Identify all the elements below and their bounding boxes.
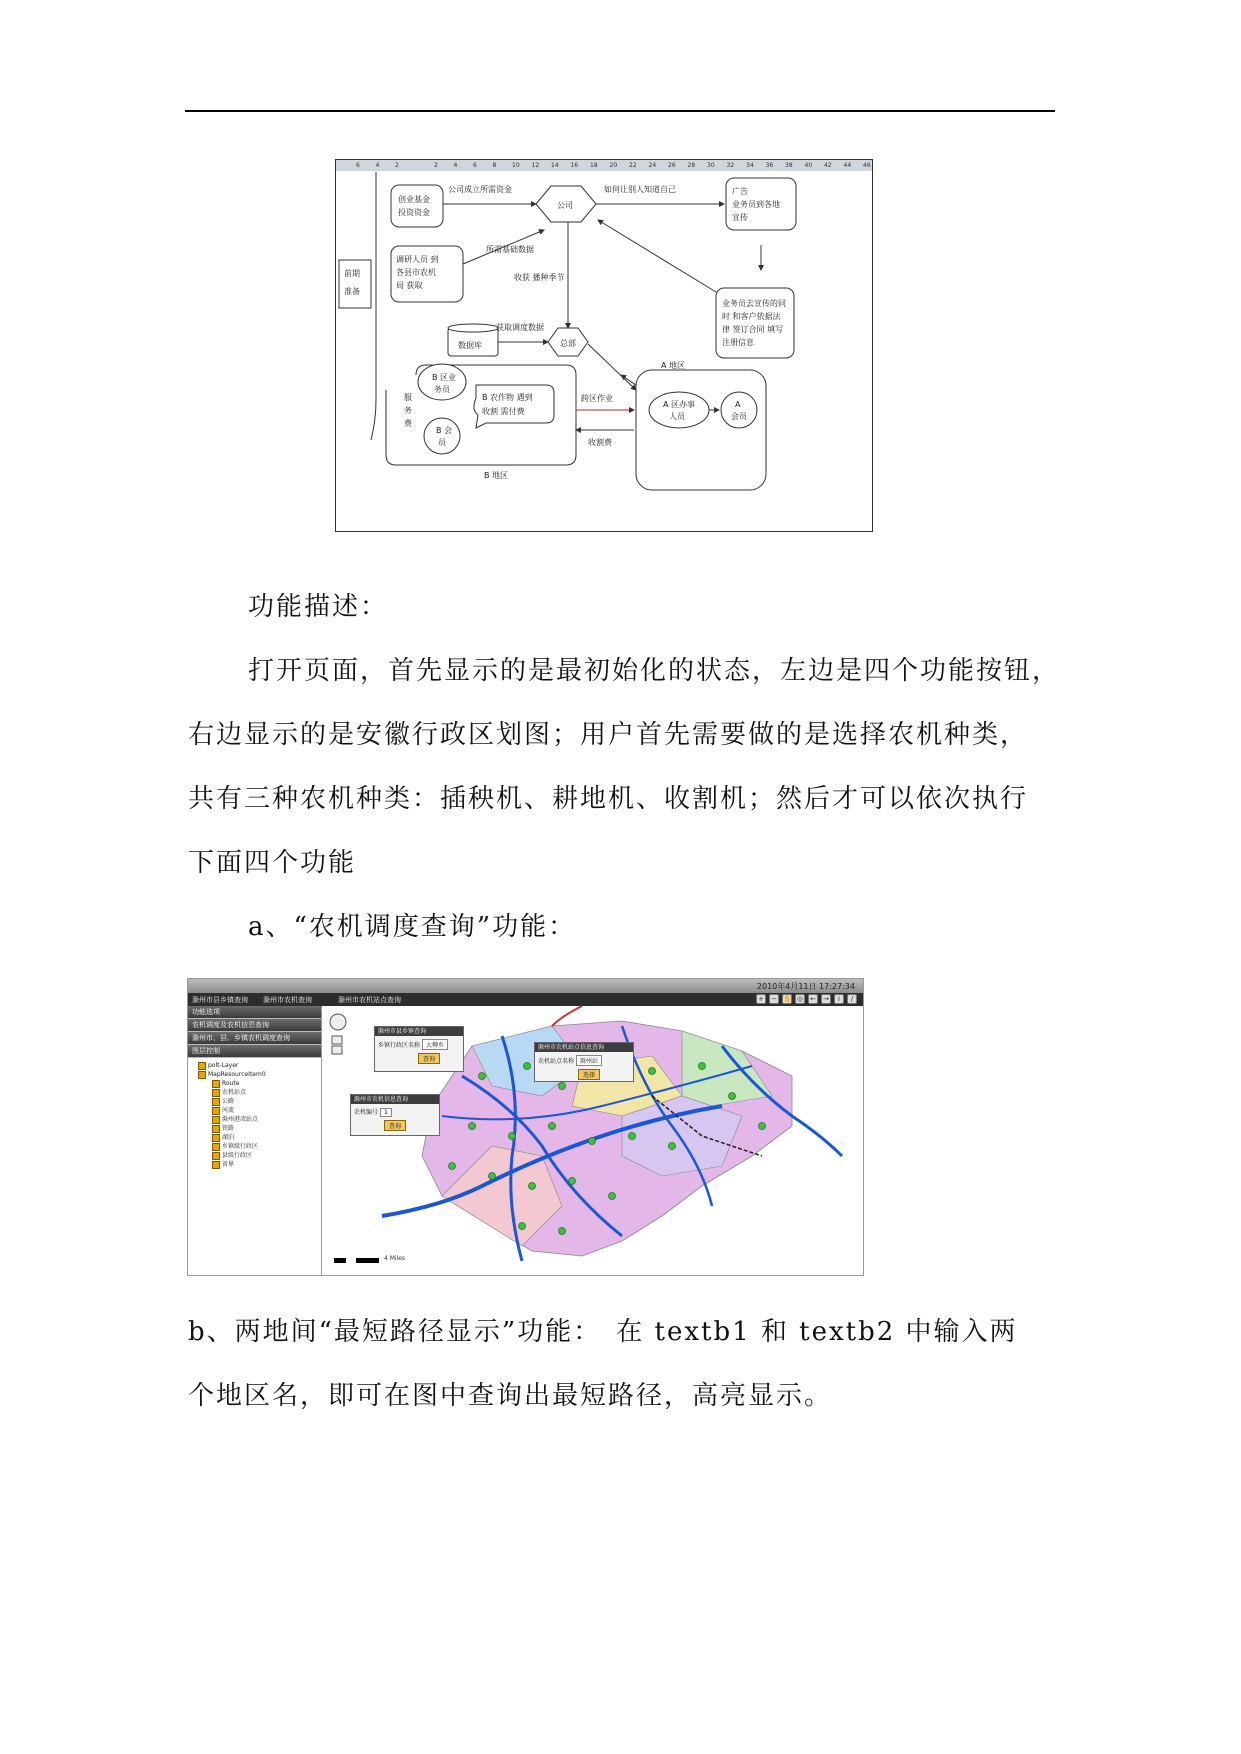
machine-select[interactable]: 1 bbox=[380, 1108, 392, 1117]
checkbox-icon bbox=[212, 1143, 220, 1151]
ruler-tick: 2 bbox=[395, 162, 399, 169]
edge-ad-label: 如何让别人知道自己 bbox=[604, 185, 676, 194]
svg-text:务: 务 bbox=[404, 406, 412, 415]
svg-text:调研人员 到: 调研人员 到 bbox=[396, 255, 439, 264]
layer-item[interactable]: polt-Layer bbox=[192, 1061, 317, 1070]
left-label-box bbox=[339, 260, 371, 308]
ruler-tick: 26 bbox=[668, 162, 676, 169]
ruler-tick: 4 bbox=[453, 162, 458, 169]
ruler-tick: 22 bbox=[629, 162, 637, 169]
section-heading: 功能描述： bbox=[248, 592, 389, 622]
region-a-label: A 地区 bbox=[661, 361, 686, 370]
pan-control bbox=[330, 1014, 346, 1054]
station-select[interactable]: 滁州站 bbox=[576, 1055, 602, 1066]
layer-item[interactable]: 河流 bbox=[192, 1106, 317, 1115]
checkbox-icon bbox=[198, 1071, 206, 1079]
header-rule bbox=[185, 110, 1055, 112]
pan-icon[interactable]: ✋ bbox=[783, 995, 792, 1003]
svg-text:广告: 广告 bbox=[732, 187, 748, 196]
checkbox-icon bbox=[212, 1080, 220, 1088]
gis-screenshot bbox=[187, 978, 864, 1276]
node-company-text: 公司 bbox=[557, 201, 573, 210]
checkbox-icon bbox=[198, 1062, 206, 1070]
checkbox-icon bbox=[212, 1116, 220, 1124]
ruler-tick: 2 bbox=[434, 162, 438, 169]
svg-text:收割 需付费: 收割 需付费 bbox=[482, 407, 525, 416]
ruler-tick: 20 bbox=[609, 162, 618, 169]
ruler-tick: 8 bbox=[492, 162, 497, 169]
svg-text:业务员到各地: 业务员到各地 bbox=[732, 200, 780, 209]
edge-harvest-label: 收获 播种季节 bbox=[514, 273, 565, 282]
node-fund-text2: 投资资金 bbox=[398, 208, 430, 217]
query-panel-station: 滁州市农机站点信息查询 农机站点名称 滁州站 选择 bbox=[534, 1042, 634, 1082]
node-fund-text1: 创业基金 bbox=[398, 195, 430, 204]
layer-item[interactable]: Route bbox=[192, 1079, 317, 1088]
left-bracket bbox=[371, 172, 376, 440]
edge-area-work-label: 跨区作业 bbox=[581, 394, 613, 403]
svg-text:总部: 总部 bbox=[560, 339, 576, 348]
svg-text:宣传: 宣传 bbox=[732, 213, 748, 222]
gis-left-panel bbox=[188, 1006, 322, 1275]
left-panel-header[interactable]: 农机调度及农机信息查询 bbox=[188, 1019, 321, 1032]
region-a bbox=[636, 370, 766, 490]
checkbox-icon bbox=[212, 1107, 220, 1115]
checkbox-icon bbox=[212, 1098, 220, 1106]
identify-icon[interactable]: i bbox=[834, 994, 844, 1004]
node-a-staff bbox=[649, 392, 709, 428]
svg-text:A: A bbox=[735, 400, 741, 409]
ruler-tick: 14 bbox=[551, 162, 559, 169]
ruler-tick: 44 bbox=[843, 162, 852, 169]
town-select[interactable]: 大柳乡 bbox=[422, 1039, 448, 1050]
query-button[interactable]: 查询 bbox=[418, 1053, 440, 1064]
paragraph-line: 下面四个功能 bbox=[188, 848, 357, 878]
ruler-tick: 10 bbox=[512, 162, 520, 169]
query-button[interactable]: 查询 bbox=[384, 1120, 406, 1131]
checkbox-icon bbox=[212, 1134, 220, 1142]
svg-text:注册信息: 注册信息 bbox=[722, 338, 754, 347]
ruler-tick: 12 bbox=[531, 162, 540, 169]
panel-title: 滁州市农机站点信息查询 bbox=[535, 1043, 633, 1052]
svg-text:务员: 务员 bbox=[434, 385, 450, 394]
left-panel-header[interactable]: 滁州市、县、乡镇农机调度查询 bbox=[188, 1032, 321, 1045]
left-panel-header[interactable]: 图层控制 bbox=[188, 1045, 321, 1058]
gis-topbar bbox=[188, 979, 863, 993]
layer-item[interactable]: 铁路 bbox=[192, 1124, 317, 1133]
ruler-tick: 6 bbox=[356, 162, 360, 169]
full-extent-icon[interactable]: ◎ bbox=[796, 995, 804, 1003]
edge-fee-label: 收割费 bbox=[588, 438, 612, 447]
ruler-tick: 30 bbox=[707, 162, 715, 169]
left-panel-header[interactable]: 功能选项 bbox=[188, 1006, 321, 1019]
gis-map[interactable] bbox=[322, 1006, 863, 1275]
layer-item[interactable]: 乡镇级行政区 bbox=[192, 1142, 317, 1151]
svg-text:服: 服 bbox=[404, 393, 412, 402]
zoom-in-icon[interactable]: + bbox=[756, 994, 766, 1004]
query-panel-town: 滁州市县乡镇查询 乡镇行政区名称 大柳乡 查询 bbox=[374, 1026, 464, 1072]
svg-text:会员: 会员 bbox=[731, 412, 747, 421]
select-button[interactable]: 选择 bbox=[578, 1069, 600, 1080]
svg-text:律 签订合同 填写: 律 签订合同 填写 bbox=[722, 325, 784, 334]
paragraph-line: 右边显示的是安徽行政区划图；用户首先需要做的是选择农机种类， bbox=[188, 720, 1029, 750]
item-b-line: 个地区名，即可在图中查询出最短路径，高亮显示。 bbox=[188, 1381, 833, 1411]
ruler-tick: 42 bbox=[824, 162, 832, 169]
gis-tab[interactable]: 滁州市县乡镇查询 bbox=[192, 996, 248, 1004]
checkbox-icon bbox=[212, 1125, 220, 1133]
panel-title: 滁州市县乡镇查询 bbox=[375, 1027, 463, 1036]
left-label-2: 准备 bbox=[344, 287, 360, 296]
flowchart-canvas bbox=[336, 160, 872, 531]
svg-text:数据库: 数据库 bbox=[458, 341, 482, 350]
layer-tree bbox=[188, 1058, 321, 1172]
checkbox-icon bbox=[212, 1152, 220, 1160]
svg-text:各县市农机: 各县市农机 bbox=[396, 268, 436, 277]
node-b-member bbox=[424, 418, 460, 454]
ruler-tick: 6 bbox=[473, 162, 477, 169]
layer-item[interactable]: 省界 bbox=[192, 1160, 317, 1169]
region-b-label: B 地区 bbox=[484, 471, 509, 480]
checkbox-icon bbox=[212, 1089, 220, 1097]
zoom-out-icon[interactable]: − bbox=[769, 994, 779, 1004]
paragraph-line: 共有三种农机种类：插秧机、耕地机、收割机；然后才可以依次执行 bbox=[188, 784, 1029, 814]
back-icon[interactable]: ← bbox=[808, 994, 818, 1004]
left-label-1: 前期 bbox=[344, 269, 360, 278]
measure-icon[interactable]: / bbox=[847, 994, 857, 1004]
gis-tab[interactable]: 滁州市农机查询 bbox=[263, 996, 312, 1004]
edge-fund-label: 公司成立所需资金 bbox=[448, 185, 512, 194]
layer-item[interactable]: 农机站点 bbox=[192, 1088, 317, 1097]
svg-text:业务员去宣传的同: 业务员去宣传的同 bbox=[722, 299, 786, 308]
item-b-line: b、两地间“最短路径显示”功能： 在 textb1 和 textb2 中输入两 bbox=[188, 1317, 1018, 1347]
paragraph-line: 打开页面，首先显示的是最初始化的状态，左边是四个功能按钮， bbox=[248, 656, 1061, 686]
ruler-tick: 4 bbox=[375, 162, 380, 169]
ruler-tick: 24 bbox=[648, 162, 657, 169]
svg-text:B 农作物 遇到: B 农作物 遇到 bbox=[482, 393, 533, 402]
gis-toolbar bbox=[756, 994, 857, 1005]
ruler-tick: 28 bbox=[687, 162, 696, 169]
layer-item[interactable]: 公路 bbox=[192, 1097, 317, 1106]
scale-bar bbox=[334, 1258, 379, 1263]
svg-text:人员: 人员 bbox=[669, 412, 685, 421]
gis-datetime: 2010年4月11日 17:27:34 bbox=[756, 982, 855, 991]
node-a-member bbox=[721, 392, 757, 428]
svg-text:局 获取: 局 获取 bbox=[396, 281, 423, 290]
node-fund bbox=[391, 185, 443, 227]
layer-item[interactable]: 滁州港湾站点 bbox=[192, 1115, 317, 1124]
svg-text:费: 费 bbox=[404, 419, 412, 428]
layer-item[interactable]: 湖泊 bbox=[192, 1133, 317, 1142]
scale-text: 4 Miles bbox=[384, 1255, 406, 1262]
node-b-staff bbox=[418, 364, 466, 400]
edge-basic-label: 所需基础数据 bbox=[486, 245, 534, 254]
layer-item[interactable]: MapResourceItem0 bbox=[192, 1070, 317, 1079]
gis-tab[interactable]: 滁州市农机站点查询 bbox=[338, 996, 401, 1004]
svg-text:A 区办事: A 区办事 bbox=[663, 400, 696, 409]
ruler-tick: 38 bbox=[785, 162, 793, 169]
svg-text:B 区业: B 区业 bbox=[432, 373, 457, 382]
ruler-tick: 36 bbox=[765, 162, 774, 169]
svg-text:B 会: B 会 bbox=[436, 426, 453, 435]
query-panel-machine: 滁州市农机信息查询 农机编号 1 查询 bbox=[350, 1094, 440, 1136]
edge-dispatch-label: 获取调度数据 bbox=[496, 323, 544, 332]
business-flowchart bbox=[335, 159, 873, 532]
layer-item[interactable]: 县级行政区 bbox=[192, 1151, 317, 1160]
ruler-tick: 34 bbox=[746, 162, 754, 169]
ruler-tick: 16 bbox=[570, 162, 579, 169]
ruler-tick: 40 bbox=[804, 162, 813, 169]
ruler-tick: 18 bbox=[590, 162, 598, 169]
svg-text:时 和客户依据法: 时 和客户依据法 bbox=[722, 312, 781, 321]
checkbox-icon bbox=[212, 1161, 220, 1169]
ruler-tick: 46 bbox=[863, 162, 871, 169]
svg-text:员: 员 bbox=[438, 438, 446, 447]
forward-icon[interactable]: → bbox=[821, 994, 831, 1004]
item-a-title: a、“农机调度查询”功能： bbox=[248, 912, 577, 942]
panel-title: 滁州市农机信息查询 bbox=[351, 1095, 439, 1104]
ruler-tick: 32 bbox=[726, 162, 735, 169]
